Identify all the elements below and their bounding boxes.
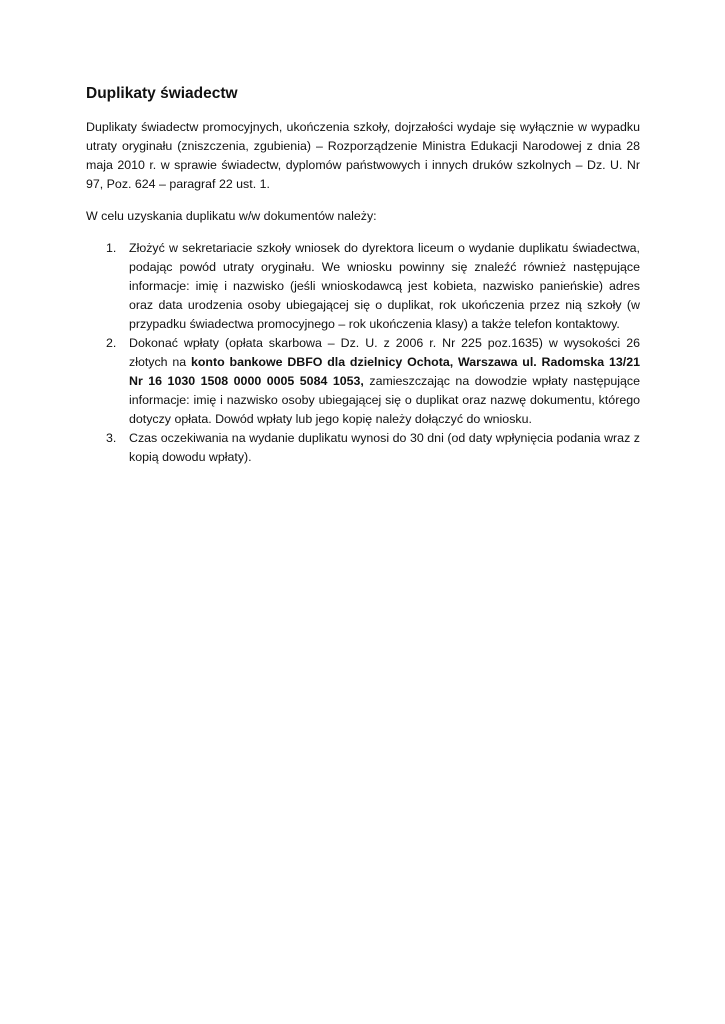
list-item bbox=[86, 334, 640, 429]
document-title: Duplikaty świadectw bbox=[86, 85, 238, 102]
list-item-text: Złożyć w sekretariacie szkoły wniosek do dyrektora liceum o wydanie duplikatu świadectwa, podając powód utraty oryginału. We wniosku powinny się znaleźć również następujące informacje: imię i nazwisko (jeśli wnioskodawcą jest kobieta, nazwisko panieńskie) adres oraz data urodzenia osoby ubiegającej się o duplikat, rok ukończenia przez nią szkoły (w przypadku świadectwa promocyjnego – rok ukończenia klasy) a także telefon kontaktowy. bbox=[129, 241, 640, 331]
steps-list bbox=[86, 239, 640, 467]
intro-paragraph: Duplikaty świadectw promocyjnych, ukończenia szkoły, dojrzałości wydaje się wyłącznie w wypadku utraty oryginału (zniszczenia, zgubienia) – Rozporządzenie Ministra Edukacji Narodowej z dnia 28 maja 2010 r. w sprawie świadectw, dyplomów państwowych i innych druków szkolnych – Dz. U. Nr 97, Poz. 624 – paragraf 22 ust. 1. bbox=[86, 120, 640, 191]
instructions-lead: W celu uzyskania duplikatu w/w dokumentów należy: bbox=[86, 209, 377, 223]
list-item bbox=[86, 429, 640, 467]
list-item bbox=[86, 239, 640, 334]
list-item-number: 2. bbox=[106, 336, 117, 350]
list-item-text-after: zamieszczając na dowodzie wpłaty następujące informacje: imię i nazwisko osoby ubiegającej się o duplikat oraz nazwę dokumentu, którego dotyczy opłata. Dowód wpłaty lub jego kopię należy dołączyć do wniosku. bbox=[129, 374, 641, 426]
document-page bbox=[86, 84, 640, 467]
list-item-number: 3. bbox=[106, 431, 117, 445]
list-item-number: 1. bbox=[106, 241, 117, 255]
list-item-text-before: Dokonać wpłaty (opłata skarbowa – Dz. U. z 2006 r. Nr 225 poz.1635) w wysokości 26 złotych na bbox=[129, 336, 640, 369]
bank-account-details: konto bankowe DBFO dla dzielnicy Ochota, Warszawa ul. Radomska 13/21 Nr 16 1030 1508 0000 0005 5084 1053, bbox=[129, 355, 640, 388]
list-item-text: Czas oczekiwania na wydanie duplikatu wynosi do 30 dni (od daty wpłynięcia podania wraz z kopią dowodu wpłaty). bbox=[129, 431, 640, 464]
